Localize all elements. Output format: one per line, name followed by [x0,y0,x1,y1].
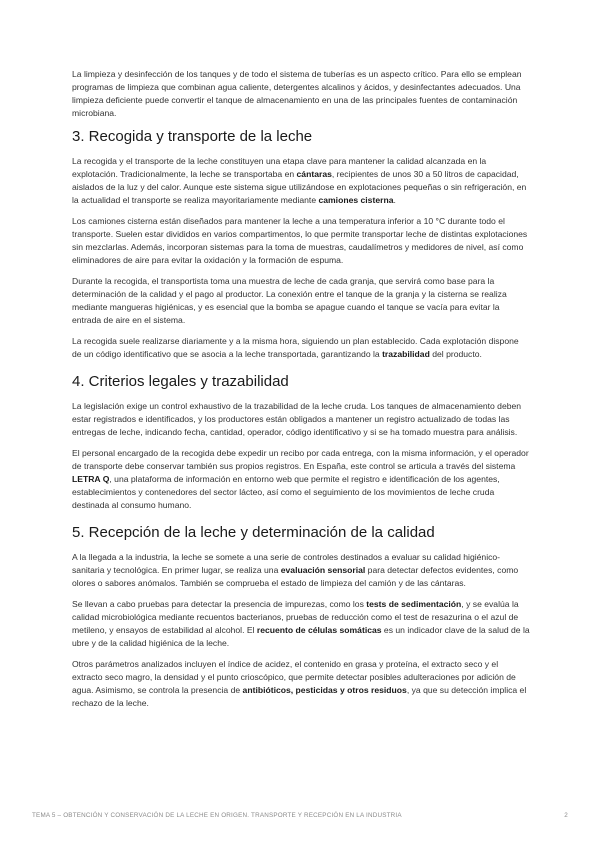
s3-p4-text-c: del producto. [429,349,482,359]
s5-p3-bold-antibioticos: antibióticos, pesticidas y otros residuos [242,685,407,695]
section-4-heading: 4. Criterios legales y trazabilidad [72,373,289,390]
s5-p2-text-d: es un indicador clave de la salud de la ubre y de la calidad higiénica de la leche. [72,625,530,648]
s5-p1-text-a: A la llegada a la industria, la leche se somete a una serie de controles destinados a evaluar su calidad higiénico-sanitaria y tecnológica. En primer lugar, se realiza una [72,552,501,575]
s5-p2-text-a: Se llevan a cabo pruebas para detectar la presencia de impurezas, como los [72,599,367,609]
intro-paragraph [72,68,530,120]
page-number: 2 [564,812,568,819]
s3-p4-text-a: La recogida suele realizarse diariamente y a la misma hora, siguiendo un plan establecido. Cada explotación dispone de un código identificativo que se asocia a la leche transportada, garantizando la [72,336,519,359]
page-content [72,68,530,718]
s5-p3-text-c: , ya que su detección implica el rechazo de la leche. [72,685,527,708]
s3-p1-bold-cantaras: cántaras [296,169,332,179]
page-footer [32,812,568,819]
s5-paragraph-1 [72,551,530,590]
s5-paragraph-2 [72,598,530,650]
s5-p2-bold-tests: tests de sedimentación [366,599,462,609]
s4-p2-bold-letra-q: LETRA Q [72,474,110,484]
s4-p2-text-c: , una plataforma de información en entorno web que permite el registro e identificación de los agentes, establecimientos y contenedores del sector lácteo, así como el seguimiento de los movimientos de leche cruda destinada al consumo humano. [72,474,500,510]
section-3-heading: 3. Recogida y transporte de la leche [72,128,313,145]
s5-p1-bold-evaluacion: evaluación sensorial [280,565,366,575]
intro-text: La limpieza y desinfección de los tanques y de todo el sistema de tuberías es un aspecto crítico. Para ello se emplean programas de limpieza que combinan agua caliente, detergentes alcalinos y ácidos, y desinfectantes adecuados. Una limpieza deficiente puede convertir el tanque de almacenamiento en una de las principales fuentes de contaminación microbiana. [72,69,522,118]
s3-paragraph-1 [72,155,530,207]
s5-p2-bold-recuento: recuento de células somáticas [256,625,382,635]
s5-p3-text-a: Otros parámetros analizados incluyen el índice de acidez, el contenido en grasa y proteína, el extracto seco y el extracto seco magro, la densidad y el punto crioscópico, que permite detectar posibles adulteraciones por adición de agua. Asimismo, se controla la presencia de [72,659,516,695]
s5-paragraph-3 [72,658,530,710]
footer-title: TEMA 5 – OBTENCIÓN Y CONSERVACIÓN DE LA LECHE EN ORIGEN. TRANSPORTE Y RECEPCIÓN EN LA INDUSTRIA [32,812,402,819]
s3-paragraph-4 [72,335,530,361]
s3-paragraph-2: Los camiones cisterna están diseñados para mantener la leche a una temperatura inferior a 10 °C durante todo el transporte. Suelen estar divididos en varios compartimentos, lo que permite transportar leche de distintas explotaciones sin mezclarlas. Además, incorporan sistemas para la toma de muestras, caudalímetros y medidores de nivel, así como eliminadores de aire para evitar la oxidación y la formación de espuma. [72,216,528,265]
s5-p1-text-c: para detectar defectos evidentes, como olores o sabores anómalos. También se comprueba el estado de limpieza del camión y de las cántaras. [72,565,519,588]
s5-p2-text-c: , y se evalúa la calidad microbiológica mediante recuentos bacterianos, pruebas de reducción como el test de resazurina o el azul de metileno, y ensayos de estabilidad al alcohol. El [72,599,519,635]
s3-p1-text-a: La recogida y el transporte de la leche constituyen una etapa clave para mantener la calidad alcanzada en la explotación. Tradicionalmente, la leche se transportaba en [72,156,487,179]
s3-paragraph-3: Durante la recogida, el transportista toma una muestra de leche de cada granja, que servirá como base para la determinación de la calidad y el pago al productor. La conexión entre el tanque de la granja y la cisterna se realiza mediante mangueras higiénicas, y es esencial que la bomba se apague cuando el tanque se vacía para evitar la entrada de aire en el sistema. [72,276,507,325]
s3-p1-bold-camiones: camiones cisterna [318,195,394,205]
s4-p2-text-a: El personal encargado de la recogida debe expedir un recibo por cada entrega, con la misma información, y el operador de transporte debe conservar también sus propios registros. En España, este control se articula a través del sistema [72,448,529,471]
s3-p1-text-c: , recipientes de unos 30 a 50 litros de capacidad, aislados de la luz y del calor. Aunque este sistema sigue utilizándose en explotaciones pequeñas o sin refrigeración, en la actualidad el transporte se realiza mayoritariamente mediante [72,169,527,205]
s4-paragraph-1: La legislación exige un control exhaustivo de la trazabilidad de la leche cruda. Los tanques de almacenamiento deben estar registrados e identificados, y los productores están obligados a mantener un registro actualizado de todas las entregas de leche, indicando fecha, cantidad, operador, código identificativo y si se ha tomado muestra para análisis. [72,401,522,437]
section-5-heading: 5. Recepción de la leche y determinación de la calidad [72,524,435,541]
s4-paragraph-2 [72,447,530,512]
s3-p1-text-d: . [393,195,396,205]
s3-p4-bold-trazabilidad: trazabilidad [382,349,430,359]
